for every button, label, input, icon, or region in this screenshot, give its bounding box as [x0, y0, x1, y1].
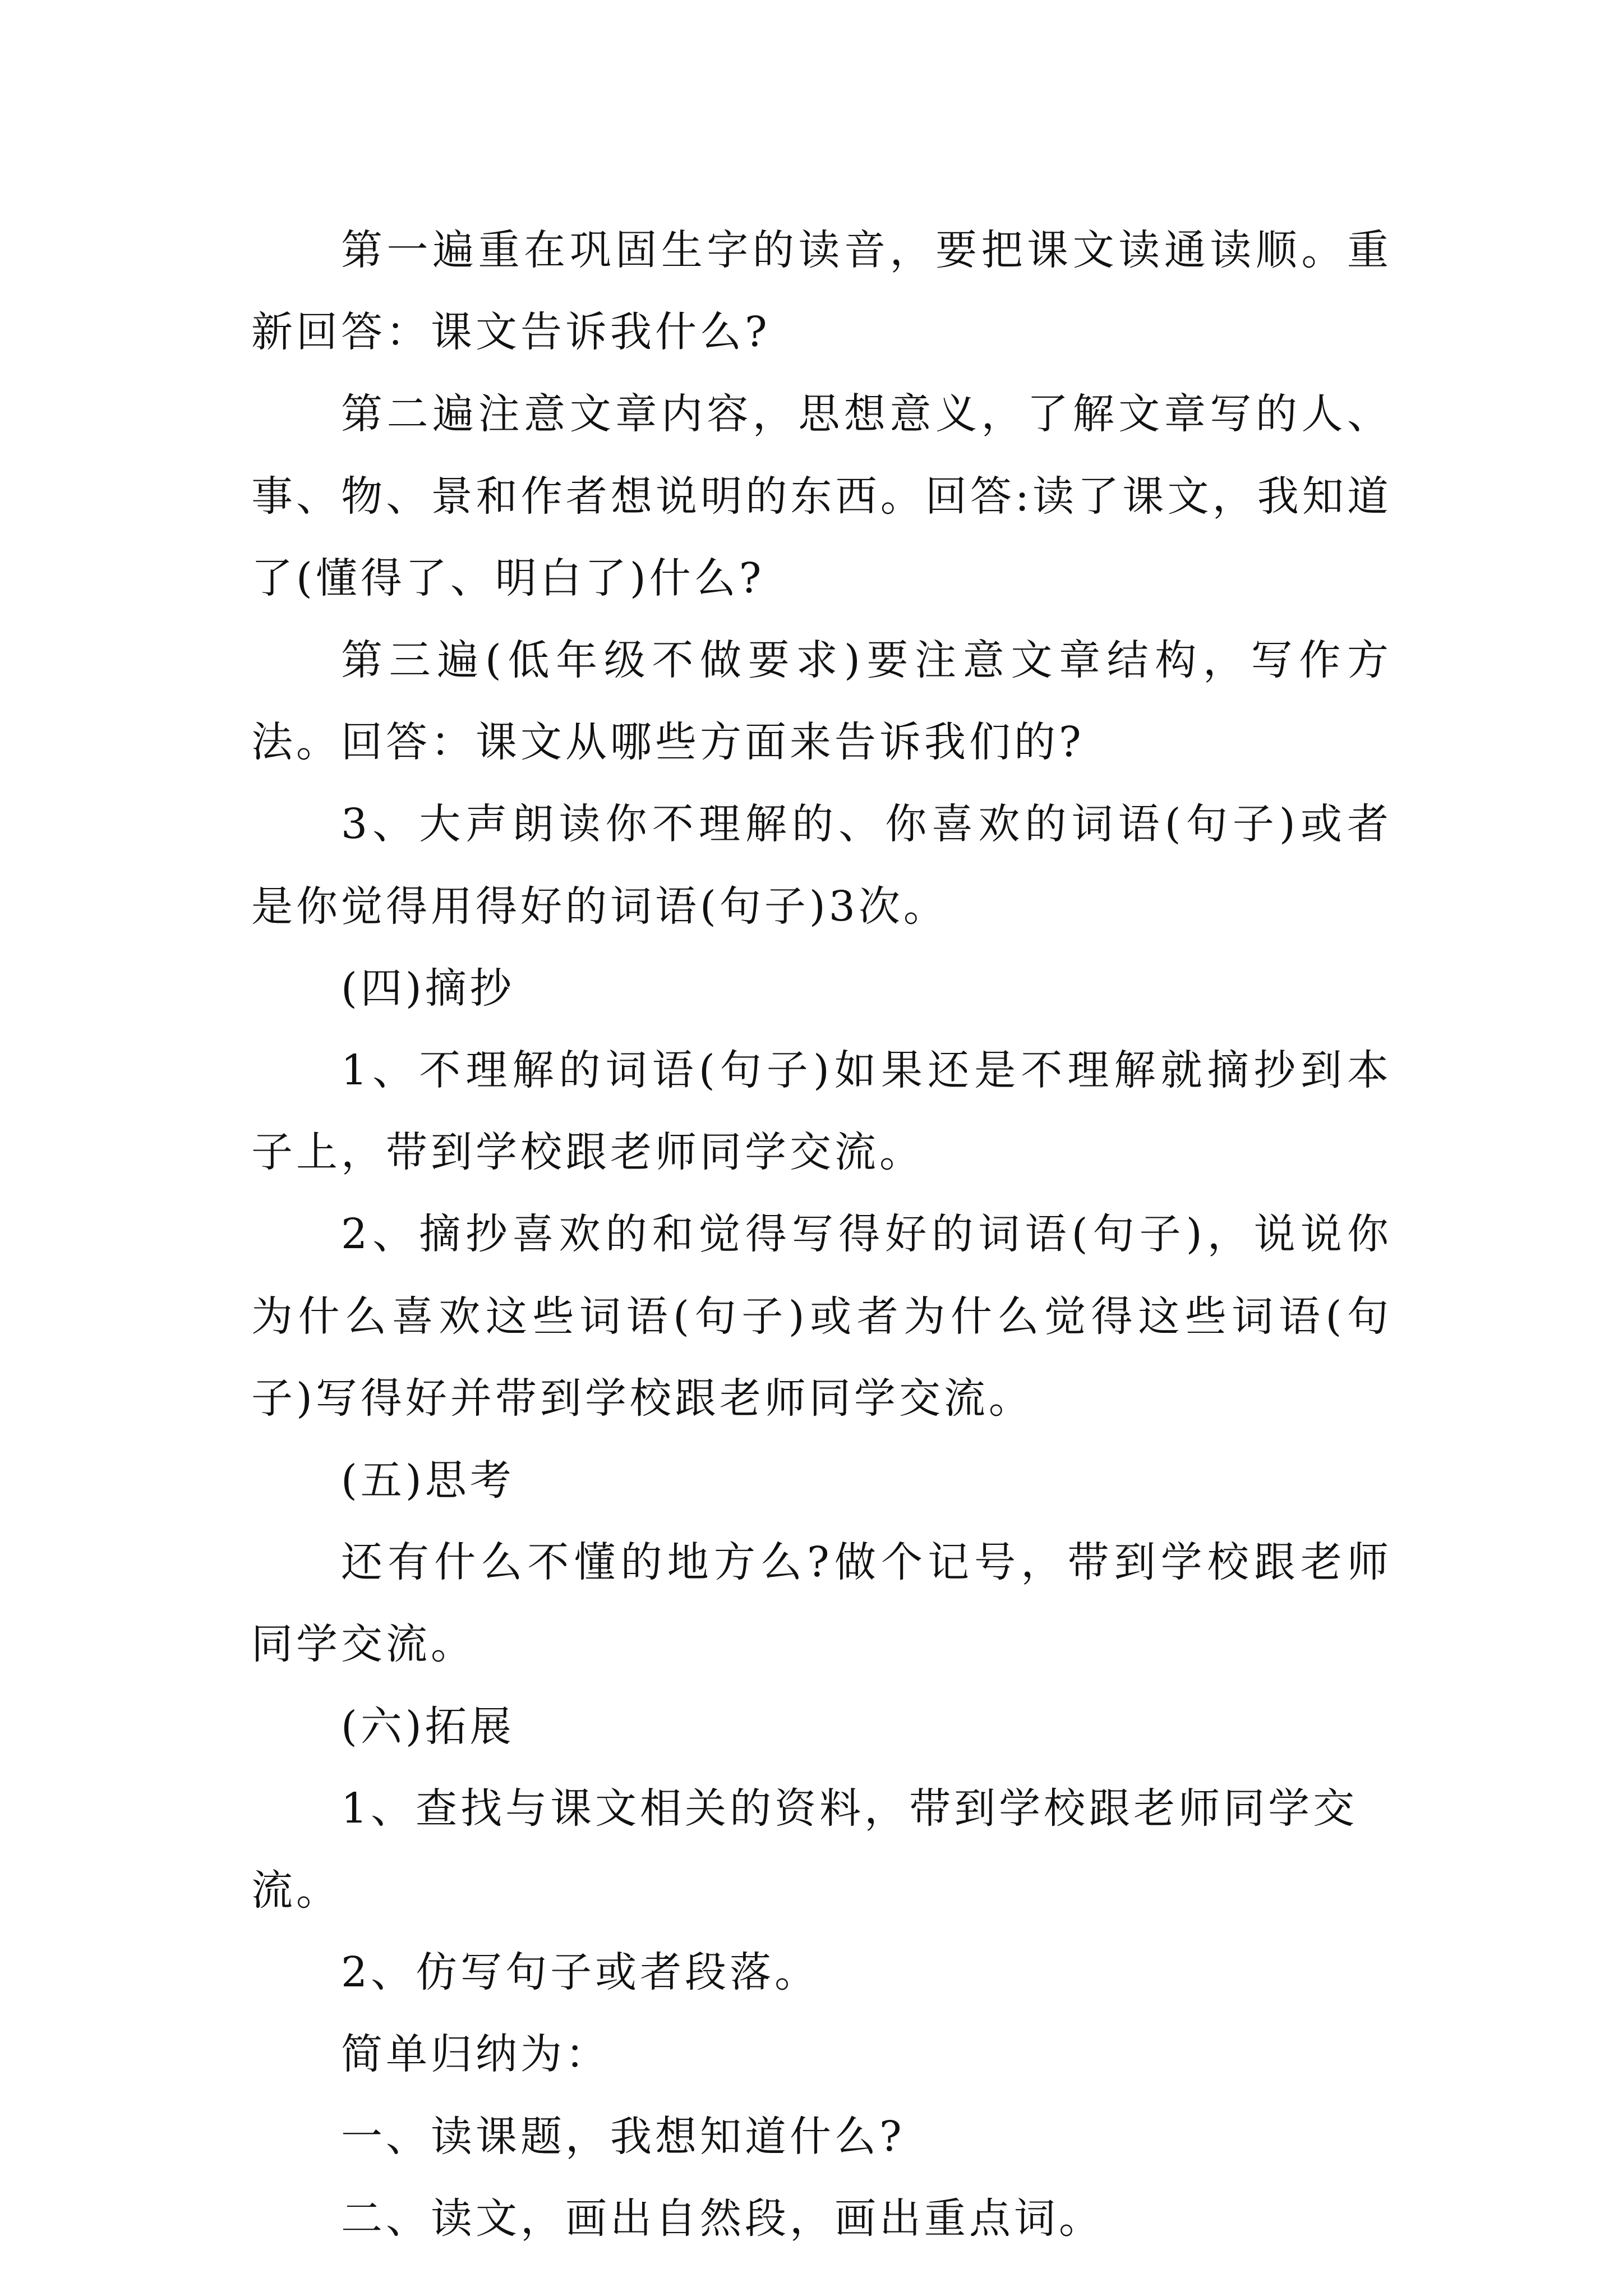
- paragraph-third-reading: 第三遍(低年级不做要求)要注意文章结构，写作方法。回答：课文从哪些方面来告诉我们的?: [251, 636, 1392, 767]
- paragraph-summary-2: 二、读文，画出自然段，画出重点词。: [341, 2194, 1104, 2243]
- paragraph-extend-1: 1、查找与课文相关的资料，带到学校跟老师同学交流。: [251, 1784, 1358, 1915]
- paragraph-summary-title: 简单归纳为：: [341, 2030, 610, 2079]
- paragraph-think: 还有什么不懂的地方么?做个记号，带到学校跟老师同学交流。: [251, 1538, 1392, 1669]
- section-heading-think: (五)思考: [341, 1456, 515, 1505]
- paragraph-extend-2: 2、仿写句子或者段落。: [341, 1948, 820, 1997]
- document-body: [251, 209, 1392, 2260]
- paragraph-excerpt-2: 2、摘抄喜欢的和觉得写得好的词语(句子)，说说你为什么喜欢这些词语(句子)或者为什么觉得这些词语(句子)写得好并带到学校跟老师同学交流。: [251, 1210, 1392, 1423]
- paragraph-second-reading: 第二遍注意文章内容，思想意义，了解文章写的人、事、物、景和作者想说明的东西。回答:读了课文，我知道了(懂得了、明白了)什么?: [251, 390, 1392, 602]
- section-heading-excerpt: (四)摘抄: [341, 964, 515, 1013]
- paragraph-excerpt-1: 1、不理解的词语(句子)如果还是不理解就摘抄到本子上，带到学校跟老师同学交流。: [251, 1046, 1392, 1177]
- section-heading-extend: (六)拓展: [341, 1702, 515, 1751]
- paragraph-read-aloud: 3、大声朗读你不理解的、你喜欢的词语(句子)或者是你觉得用得好的词语(句子)3次。: [251, 800, 1392, 931]
- paragraph-first-reading: 第一遍重在巩固生字的读音，要把课文读通读顺。重新回答：课文告诉我什么?: [251, 226, 1392, 357]
- paragraph-summary-1: 一、读课题，我想知道什么?: [341, 2112, 905, 2161]
